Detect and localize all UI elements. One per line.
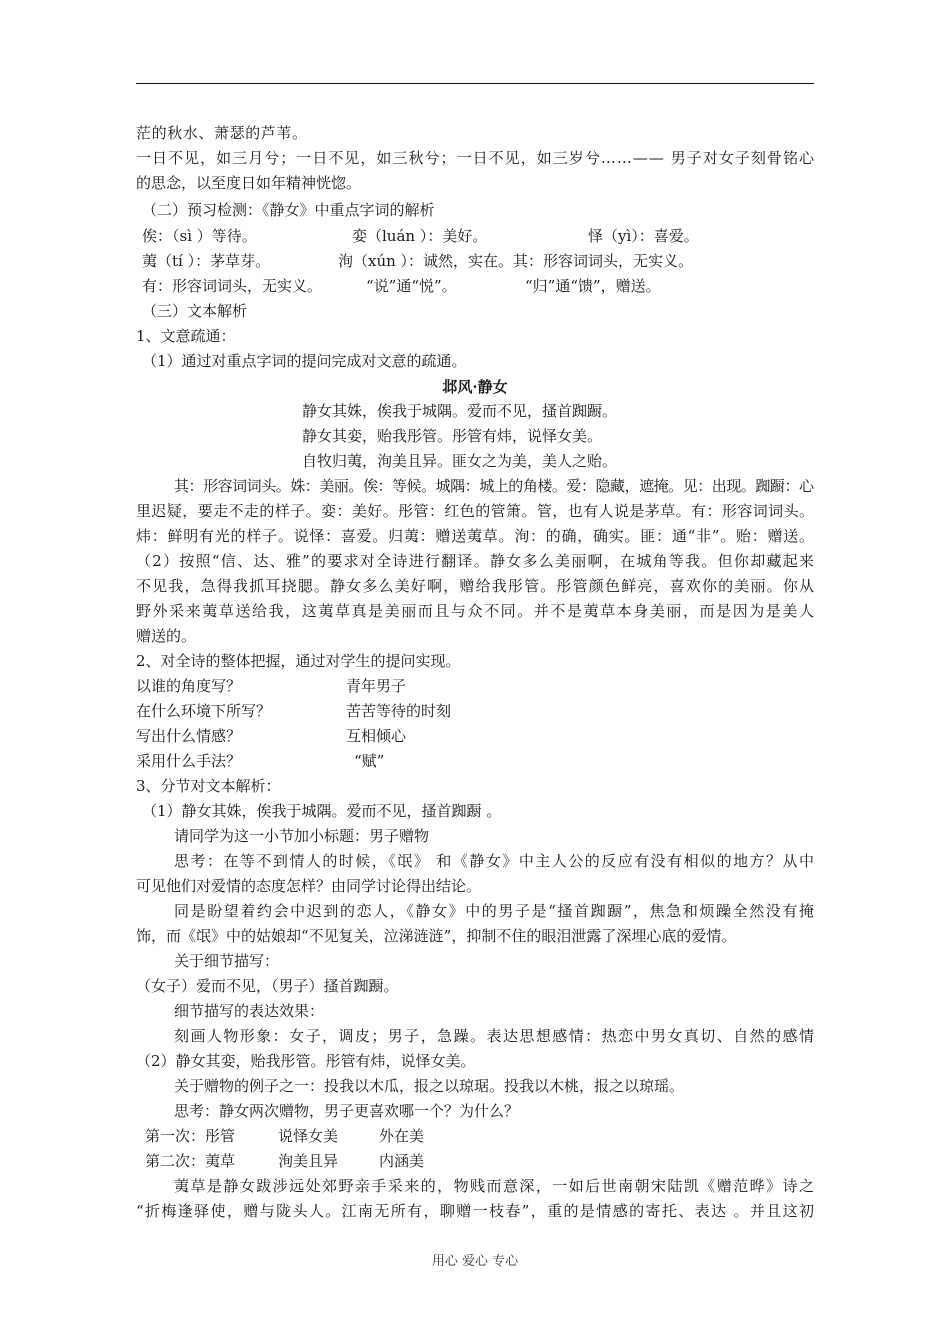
text-line: “折梅逢驿使，赠与陇头人。江南无所有，聊赠一枝春”，重的是情感的寄托、表达 。并且这初 bbox=[136, 1202, 816, 1220]
text-line: 第一次：彤管 bbox=[145, 1127, 236, 1145]
text-line: “归”通“馈”，赠送。 bbox=[525, 277, 661, 295]
text-line: 在什么环境下所写？ bbox=[136, 702, 272, 720]
text-line: 茫的秋水、萧瑟的芦苇。 bbox=[136, 124, 308, 142]
text-line: 采用什么手法？ bbox=[136, 752, 242, 770]
text-line: 思考：在等不到情人的时候，《氓》 和《静女》中主人公的反应有没有相似的地方？从中 bbox=[174, 852, 816, 870]
text-line: 怿（yì）：喜爱。 bbox=[588, 227, 699, 245]
text-line: （2）按照“信、达、雅”的要求对全诗进行翻译。静女多么美丽啊，在城角等我。但你却藏起来 bbox=[136, 552, 816, 570]
text-line: 饰，而《氓》中的姑娘却“不见复关，泣涕涟涟”，抑制不住的眼泪泄露了深埋心底的爱情。 bbox=[136, 927, 737, 945]
text-line: （1）通过对重点字词的提问完成对文意的疏通。 bbox=[142, 352, 467, 370]
text-line: 炜：鲜明有光的样子。说怿：喜爱。归荑：赠送荑草。洵：的确，确实。匪：通“非”。贻：赠送。 bbox=[136, 527, 815, 545]
text-line: （2）静女其娈，贻我彤管。彤管有炜，说怿女美。 bbox=[136, 1052, 476, 1070]
text-line: “赋” bbox=[354, 752, 385, 770]
page-footer: 用心 爱心 专心 bbox=[431, 1254, 519, 1269]
text-line: 的思念，以至度日如年精神恍惚。 bbox=[136, 174, 362, 192]
text-line: 有：形容词词头，无实义。 bbox=[142, 277, 323, 295]
text-line: 赠送的。 bbox=[136, 627, 197, 645]
text-line: 可见他们对爱情的态度怎样？由同学讨论得出结论。 bbox=[136, 877, 482, 895]
text-line: 写出什么情感？ bbox=[136, 727, 242, 745]
text-line: 自牧归荑，洵美且异。匪女之为美，美人之贻。 bbox=[302, 452, 618, 470]
text-line: 同是盼望着约会中迟到的恋人，《静女》中的男子是“搔首踟蹰”，焦急和烦躁全然没有掩 bbox=[174, 902, 816, 920]
text-line: 荑（tí ）：茅草芽。 bbox=[142, 252, 271, 270]
text-line: 俟：（sì ）等待。 bbox=[142, 227, 257, 245]
header-rule bbox=[136, 83, 814, 84]
text-line: （二）预习检测：《静女》中重点字词的解析 bbox=[142, 201, 435, 219]
text-line: 青年男子 bbox=[346, 677, 407, 695]
text-line: 请同学为这一小节加小标题：男子赠物 bbox=[174, 827, 430, 845]
text-line: 邶风·静女 bbox=[442, 378, 508, 396]
text-line: 静女其姝，俟我于城隅。爱而不见，搔首踟蹰。 bbox=[302, 402, 618, 420]
text-line: 刻画人物形象：女子，调皮；男子，急躁。表达思想感情：热恋中男女真切、自然的感情 bbox=[174, 1027, 816, 1045]
text-line: 不见我，急得我抓耳挠腮。静女多么美好啊，赠给我彤管。彤管颜色鲜亮，喜欢你的美丽。你从 bbox=[136, 577, 816, 595]
text-line: 娈（luán ）：美好。 bbox=[352, 227, 488, 245]
text-line: 互相倾心 bbox=[346, 727, 407, 745]
text-line: 里迟疑，要走不走的样子。娈：美好。彤管：红色的管箫。管，也有人说是茅草。有：形容词词头。 bbox=[136, 502, 815, 520]
text-line: 关于赠物的例子之一：投我以木瓜，报之以琼琚。投我以木桃，报之以琼瑶。 bbox=[174, 1077, 685, 1095]
text-line: 思考：静女两次赠物，男子更喜欢哪一个？为什么？ bbox=[174, 1102, 520, 1120]
text-line: 洵（xún ）：诚然，实在。其：形容词词头，无实义。 bbox=[338, 252, 694, 270]
text-line: 以谁的角度写？ bbox=[136, 677, 242, 695]
text-line: 野外采来荑草送给我，这荑草真是美丽而且与众不同。并不是荑草本身美丽，而是因为是美人 bbox=[136, 602, 816, 620]
text-line: （三）文本解析 bbox=[142, 302, 248, 320]
text-line: 3、分节对文本解析： bbox=[136, 777, 281, 795]
text-line: 一日不见，如三月兮；一日不见，如三秋兮；一日不见，如三岁兮……—— 男子对女子刻骨铭心 bbox=[136, 149, 816, 167]
text-line: （女子）爱而不见，（男子）搔首踟蹰。 bbox=[136, 977, 399, 995]
text-line: 洵美且异 bbox=[278, 1152, 339, 1170]
text-line: 苦苦等待的时刻 bbox=[346, 702, 452, 720]
text-line: （1）静女其姝，俟我于城隅。爱而不见，搔首踟蹰 。 bbox=[142, 802, 502, 820]
text-line: “说”通“悦”。 bbox=[366, 277, 457, 295]
text-line: 其：形容词词头。姝：美丽。俟：等候。城隅：城上的角楼。爱：隐藏，遮掩。见：出现。踟蹰：心 bbox=[174, 477, 814, 495]
text-line: 第二次：荑草 bbox=[145, 1152, 236, 1170]
text-line: 荑草是静女跋涉远处郊野亲手采来的，物贱而意深，一如后世南朝宋陆凯《赠范晔》诗之 bbox=[174, 1177, 816, 1195]
text-line: 关于细节描写： bbox=[174, 952, 280, 970]
text-line: 说怿女美 bbox=[278, 1127, 339, 1145]
text-line: 1、文意疏通： bbox=[136, 327, 236, 345]
text-line: 内涵美 bbox=[379, 1152, 425, 1170]
text-line: 静女其娈，贻我彤管。彤管有炜，说怿女美。 bbox=[302, 427, 603, 445]
text-line: 外在美 bbox=[379, 1127, 425, 1145]
text-line: 细节描写的表达效果： bbox=[174, 1002, 325, 1020]
text-line: 2、对全诗的整体把握，通过对学生的提问实现。 bbox=[136, 652, 461, 670]
